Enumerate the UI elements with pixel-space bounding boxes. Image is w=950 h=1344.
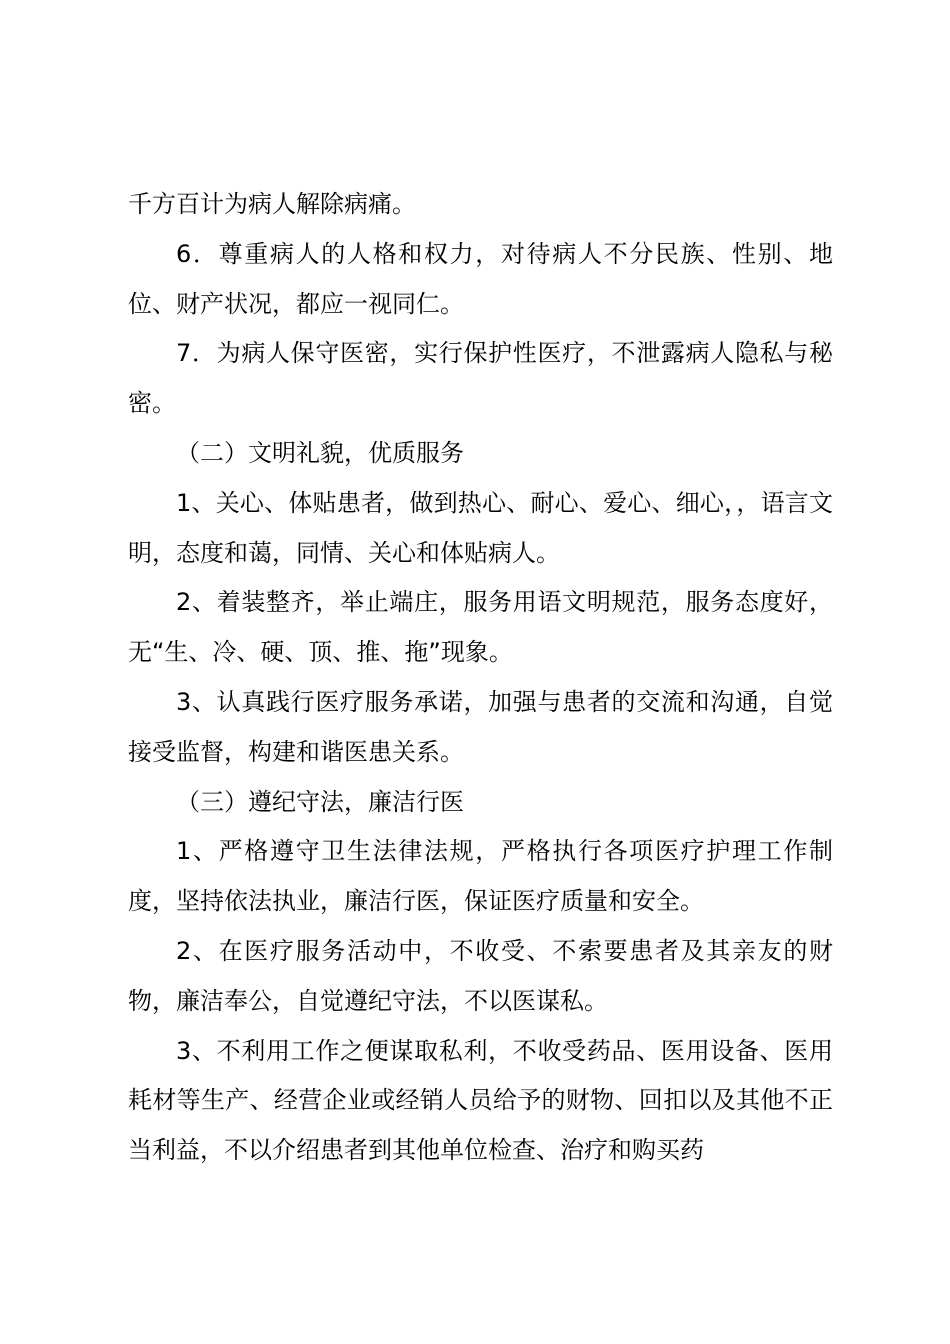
document-page: [128, 180, 833, 1176]
section-heading-2: （二）文明礼貌，优质服务: [176, 438, 464, 467]
section-heading-3: （三）遵纪守法，廉洁行医: [176, 787, 464, 816]
paragraph-3-3: 3、不利用工作之便谋取私利，不收受药品、医用设备、医用耗材等生产、经营企业或经销人员给予的财物、回扣以及其他不正当利益，不以介绍患者到其他单位检查、治疗和购买药: [128, 1036, 833, 1165]
paragraph-3-1: 1、严格遵守卫生法律法规，严格执行各项医疗护理工作制度，坚持依法执业，廉洁行医，保证医疗质量和安全。: [128, 837, 833, 916]
paragraph-2-1: 1、关心、体贴患者，做到热心、耐心、爱心、细心，，语言文明，态度和蔼，同情、关心和体贴病人。: [128, 488, 833, 567]
paragraph-item-7: 7．为病人保守医密，实行保护性医疗，不泄露病人隐私与秘密。: [128, 339, 833, 418]
paragraph-3-2: 2、在医疗服务活动中，不收受、不索要患者及其亲友的财物，廉洁奉公，自觉遵纪守法，不以医谋私。: [128, 936, 833, 1015]
paragraph-continuation: 千方百计为病人解除病痛。: [128, 190, 416, 218]
paragraph-2-3: 3、认真践行医疗服务承诺，加强与患者的交流和沟通，自觉接受监督，构建和谐医患关系。: [128, 687, 833, 766]
paragraph-item-6: 6．尊重病人的人格和权力，对待病人不分民族、性别、地位、财产状况，都应一视同仁。: [128, 239, 833, 318]
paragraph-2-2: 2、着装整齐，举止端庄，服务用语文明规范，服务态度好，无“生、冷、硬、顶、推、拖”现象。: [128, 588, 833, 667]
